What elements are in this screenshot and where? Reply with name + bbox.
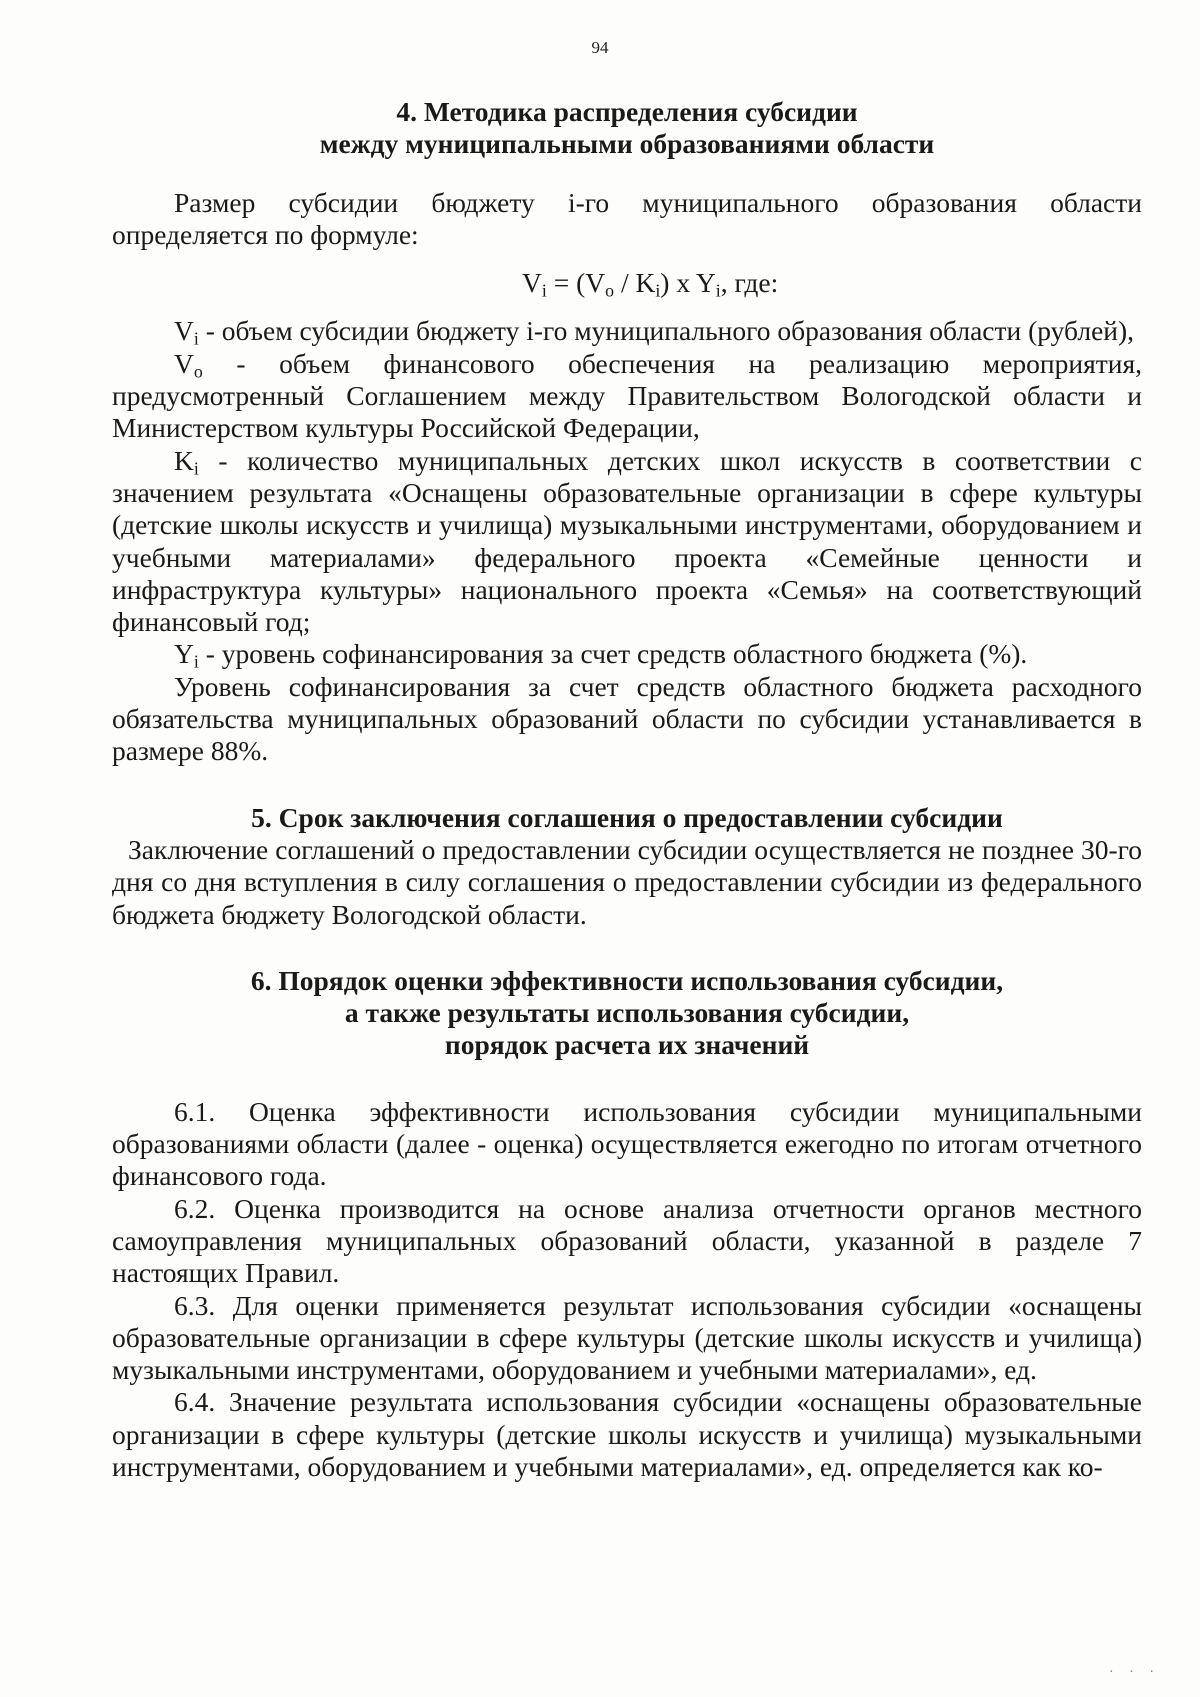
section6-heading-line3: порядок расчета их значений: [444, 1029, 810, 1061]
definition-vi: $V_i$ - объем субсидии бюджету i-го муниципального образования области (рублей),: [174, 315, 1135, 349]
paragraph-6-1: 6.1. Оценка эффективности использования субсидии муниципальными образованиями области (далее - оценка) осуществляется ежегодно по итогам отчетного финансового года.: [112, 1095, 1142, 1192]
paragraph-6-2: 6.2. Оценка производится на основе анализа отчетности органов местного самоуправления муниципальных образований области, указанной в разделе 7 настоящих Правил.: [112, 1192, 1142, 1289]
definition-vo: $V_o$ - объем финансового обеспечения на реализацию мероприятия, предусмотренный Соглашением между Правительством Вологодской области и Министерством культуры Российской Федерации,: [112, 347, 1142, 444]
paragraph-6-3: 6.3. Для оценки применяется результат использования субсидии «оснащены образовательные организации в сфере культуры (детские школы искусств и училища) музыкальными инструментами, оборудованием и учебными материалами», ед.: [112, 1289, 1142, 1386]
cofinancing-paragraph: Уровень софинансирования за счет средств областного бюджета расходного обязательства муниципальных образований области по субсидии устанавливается в размере 88%.: [112, 670, 1142, 767]
definition-ki: $K_i$ - количество муниципальных детских школ искусств в соответствии с значением результата «Оснащены образовательные организации в сфере культуры (детские школы искусств и училища) музыкальными инструментами, оборудованием и учебными материалами» федерального проекта «Семейные ценности и инфраструктура культуры» национального проекта «Семья» на соответствующий финансовый год;: [112, 444, 1142, 638]
paragraph-6-4: 6.4. Значение результата использования субсидии «оснащены образовательные организации в сфере культуры (детские школы искусств и училища) музыкальными инструментами, оборудованием и учебными материалами», ед. определяется как ко-: [112, 1386, 1142, 1482]
section5-heading: 5. Срок заключения соглашения о предоставлении субсидии: [251, 801, 1003, 833]
document-body: [112, 96, 1142, 1483]
definition-yi: $Y_i$ - уровень софинансирования за счет средств областного бюджета (%).: [174, 638, 1028, 672]
formula: $V_i = (V_o / K_i)$ x $Y_i$, где:: [522, 267, 779, 301]
section4-heading-line1: 4. Методика распределения субсидии: [396, 96, 858, 127]
page-number: 94: [591, 38, 609, 57]
section6-heading-line1: 6. Порядок оценки эффективности использования субсидии,: [250, 964, 1004, 996]
section4-heading-line2: между муниципальными образованиями области: [319, 128, 935, 160]
section5-text: Заключение соглашений о предоставлении субсидии осуществляется не позднее 30-го дня со дня вступления в силу соглашения о предоставлении субсидии из федерального бюджета бюджету Вологодской области.: [112, 833, 1142, 930]
scan-artifact: · · ·: [1109, 1665, 1160, 1680]
section6-heading-line2: а также результаты использования субсидии,: [344, 997, 910, 1029]
section4-intro: Размер субсидии бюджету i-го муниципального образования области определяется по формуле:: [112, 186, 1142, 250]
